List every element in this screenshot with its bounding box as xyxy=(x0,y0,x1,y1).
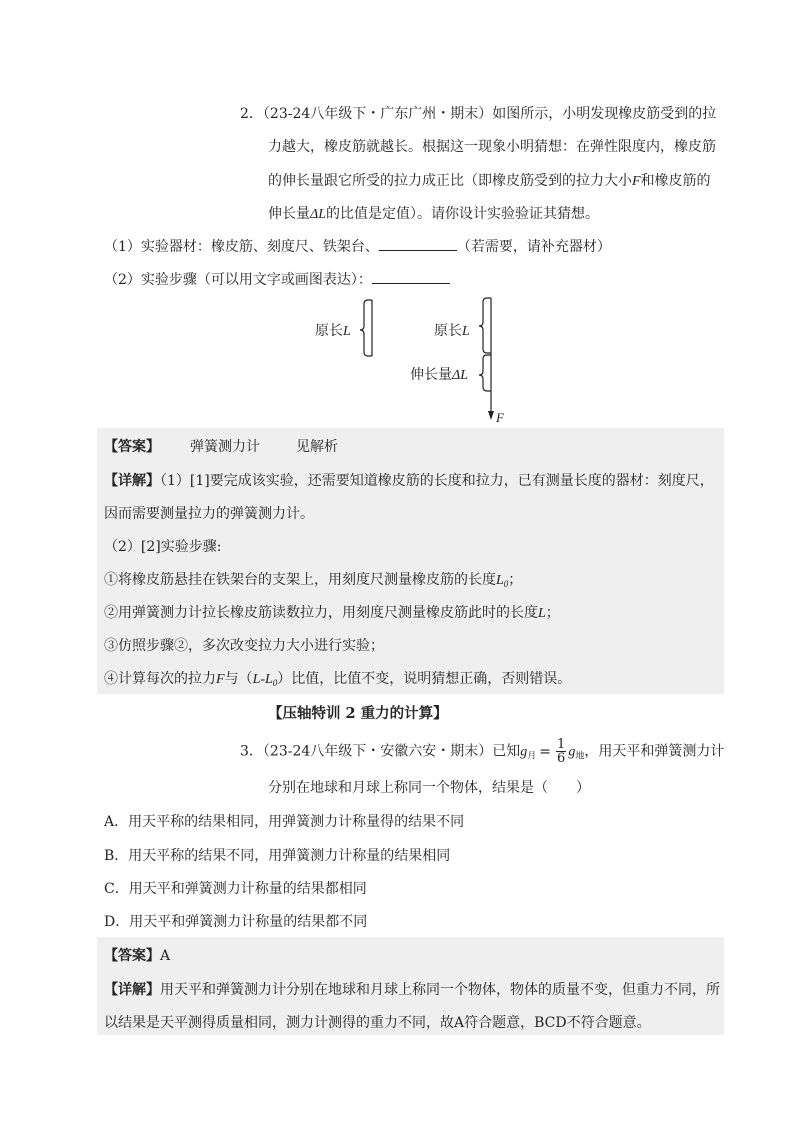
question-2-part-2: （2）实验步骤（可以用文字或画图表达）： xyxy=(104,269,450,289)
right-lower-brace xyxy=(479,355,491,391)
answer-3-detail-2: 以结果是天平测得质量相同，测力计测得的重力不同，故A符合题意，BCD不符合题意。 xyxy=(104,1015,651,1031)
question-2-line-1: 2．（23-24八年级下・广东广州・期末）如图所示，小明发现橡皮筋受到的拉 xyxy=(240,106,717,122)
option-b: B．用天平称的结果不同，用弹簧测力计称量的结果相同 xyxy=(104,848,451,864)
section-title: 【压轴特训 2 重力的计算】 xyxy=(268,705,448,722)
answer-2-value-2: 见解析 xyxy=(296,439,338,455)
answer-3-line: 【答案】A xyxy=(104,948,171,964)
rubber-band-diagram xyxy=(350,290,510,425)
option-c: C．用天平和弹簧测力计称量的结果都相同 xyxy=(104,881,367,897)
right-upper-brace xyxy=(479,298,491,353)
answer-2-step-1: ①将橡皮筋悬挂在铁架台的支架上，用刻度尺测量橡皮筋的长度$L_0$； xyxy=(104,572,523,589)
answer-2-detail-2: 因而需要测量拉力的弹簧测力计。 xyxy=(104,506,314,522)
answer-blank xyxy=(372,271,450,284)
question-2-line-2: 力越大，橡皮筋就越长。根据这一现象小明猜想：在弹性限度内，橡皮筋 xyxy=(268,139,716,155)
answer-2-step-4: ④计算每次的拉力F与$(L-L_0)$比值，比值不变，说明猜想正确，否则错误。 xyxy=(104,671,572,688)
figure-right-top-label: 原长L xyxy=(434,323,470,339)
question-source: （23-24八年级下・广东广州・期末） xyxy=(262,106,493,122)
question-2-part-1: （1）实验器材：橡皮筋、刻度尺、铁架台、 （若需要，请补充器材） xyxy=(104,239,611,255)
answer-blank xyxy=(379,238,457,251)
option-d: D．用天平和弹簧测力计称量的结果都不同 xyxy=(104,914,368,930)
left-brace xyxy=(360,300,372,356)
question-3-line-1: 3．（23-24八年级下・安徽六安・期末）已知$g_月$ = $\frac{1}{6}$ $g_地$，用天平和弹簧测力计 xyxy=(240,737,725,766)
option-a: A．用天平称的结果相同，用弹簧测力计称量得的结果不同 xyxy=(104,814,465,830)
figure-left-label: 原长L xyxy=(315,323,351,339)
figure-right-bottom-label: 伸长量ΔL xyxy=(410,367,469,383)
question-3-line-2: 分别在地球和月球上称同一个物体，结果是（ ） xyxy=(268,780,590,796)
answer-2-line: 【答案】 xyxy=(104,439,160,455)
one-sixth-fraction: $\frac{1}{6}$ xyxy=(557,737,566,766)
answer-2-step-2: ②用弹簧测力计拉长橡皮筋读数拉力，用刻度尺测量橡皮筋此时的长度L； xyxy=(104,605,560,621)
answer-2-steps-title: （2）[2]实验步骤: xyxy=(104,539,222,555)
answer-3-detail-1: 【详解】用天平和弹簧测力计分别在地球和月球上称同一个物体，物体的质量不变，但重力不同，所 xyxy=(104,982,720,998)
answer-2-step-3: ③仿照步骤②，多次改变拉力大小进行实验； xyxy=(104,638,384,654)
answer-2-value-1: 弹簧测力计 xyxy=(190,439,260,455)
figure-force-label: F xyxy=(496,410,504,425)
question-2-line-4: 伸长量ΔL的比值是定值）。请你设计实验验证其猜想。 xyxy=(268,206,600,222)
force-arrow-head xyxy=(488,411,494,420)
answer-2-detail-1: 【详解】（1）[1]要完成该实验，还需要知道橡皮筋的长度和拉力，已有测量长度的器材：刻度尺， xyxy=(104,473,714,489)
question-2-line-3: 的伸长量跟它所受的拉力成正比（即橡皮筋受到的拉力大小F和橡皮筋的 xyxy=(268,173,711,189)
